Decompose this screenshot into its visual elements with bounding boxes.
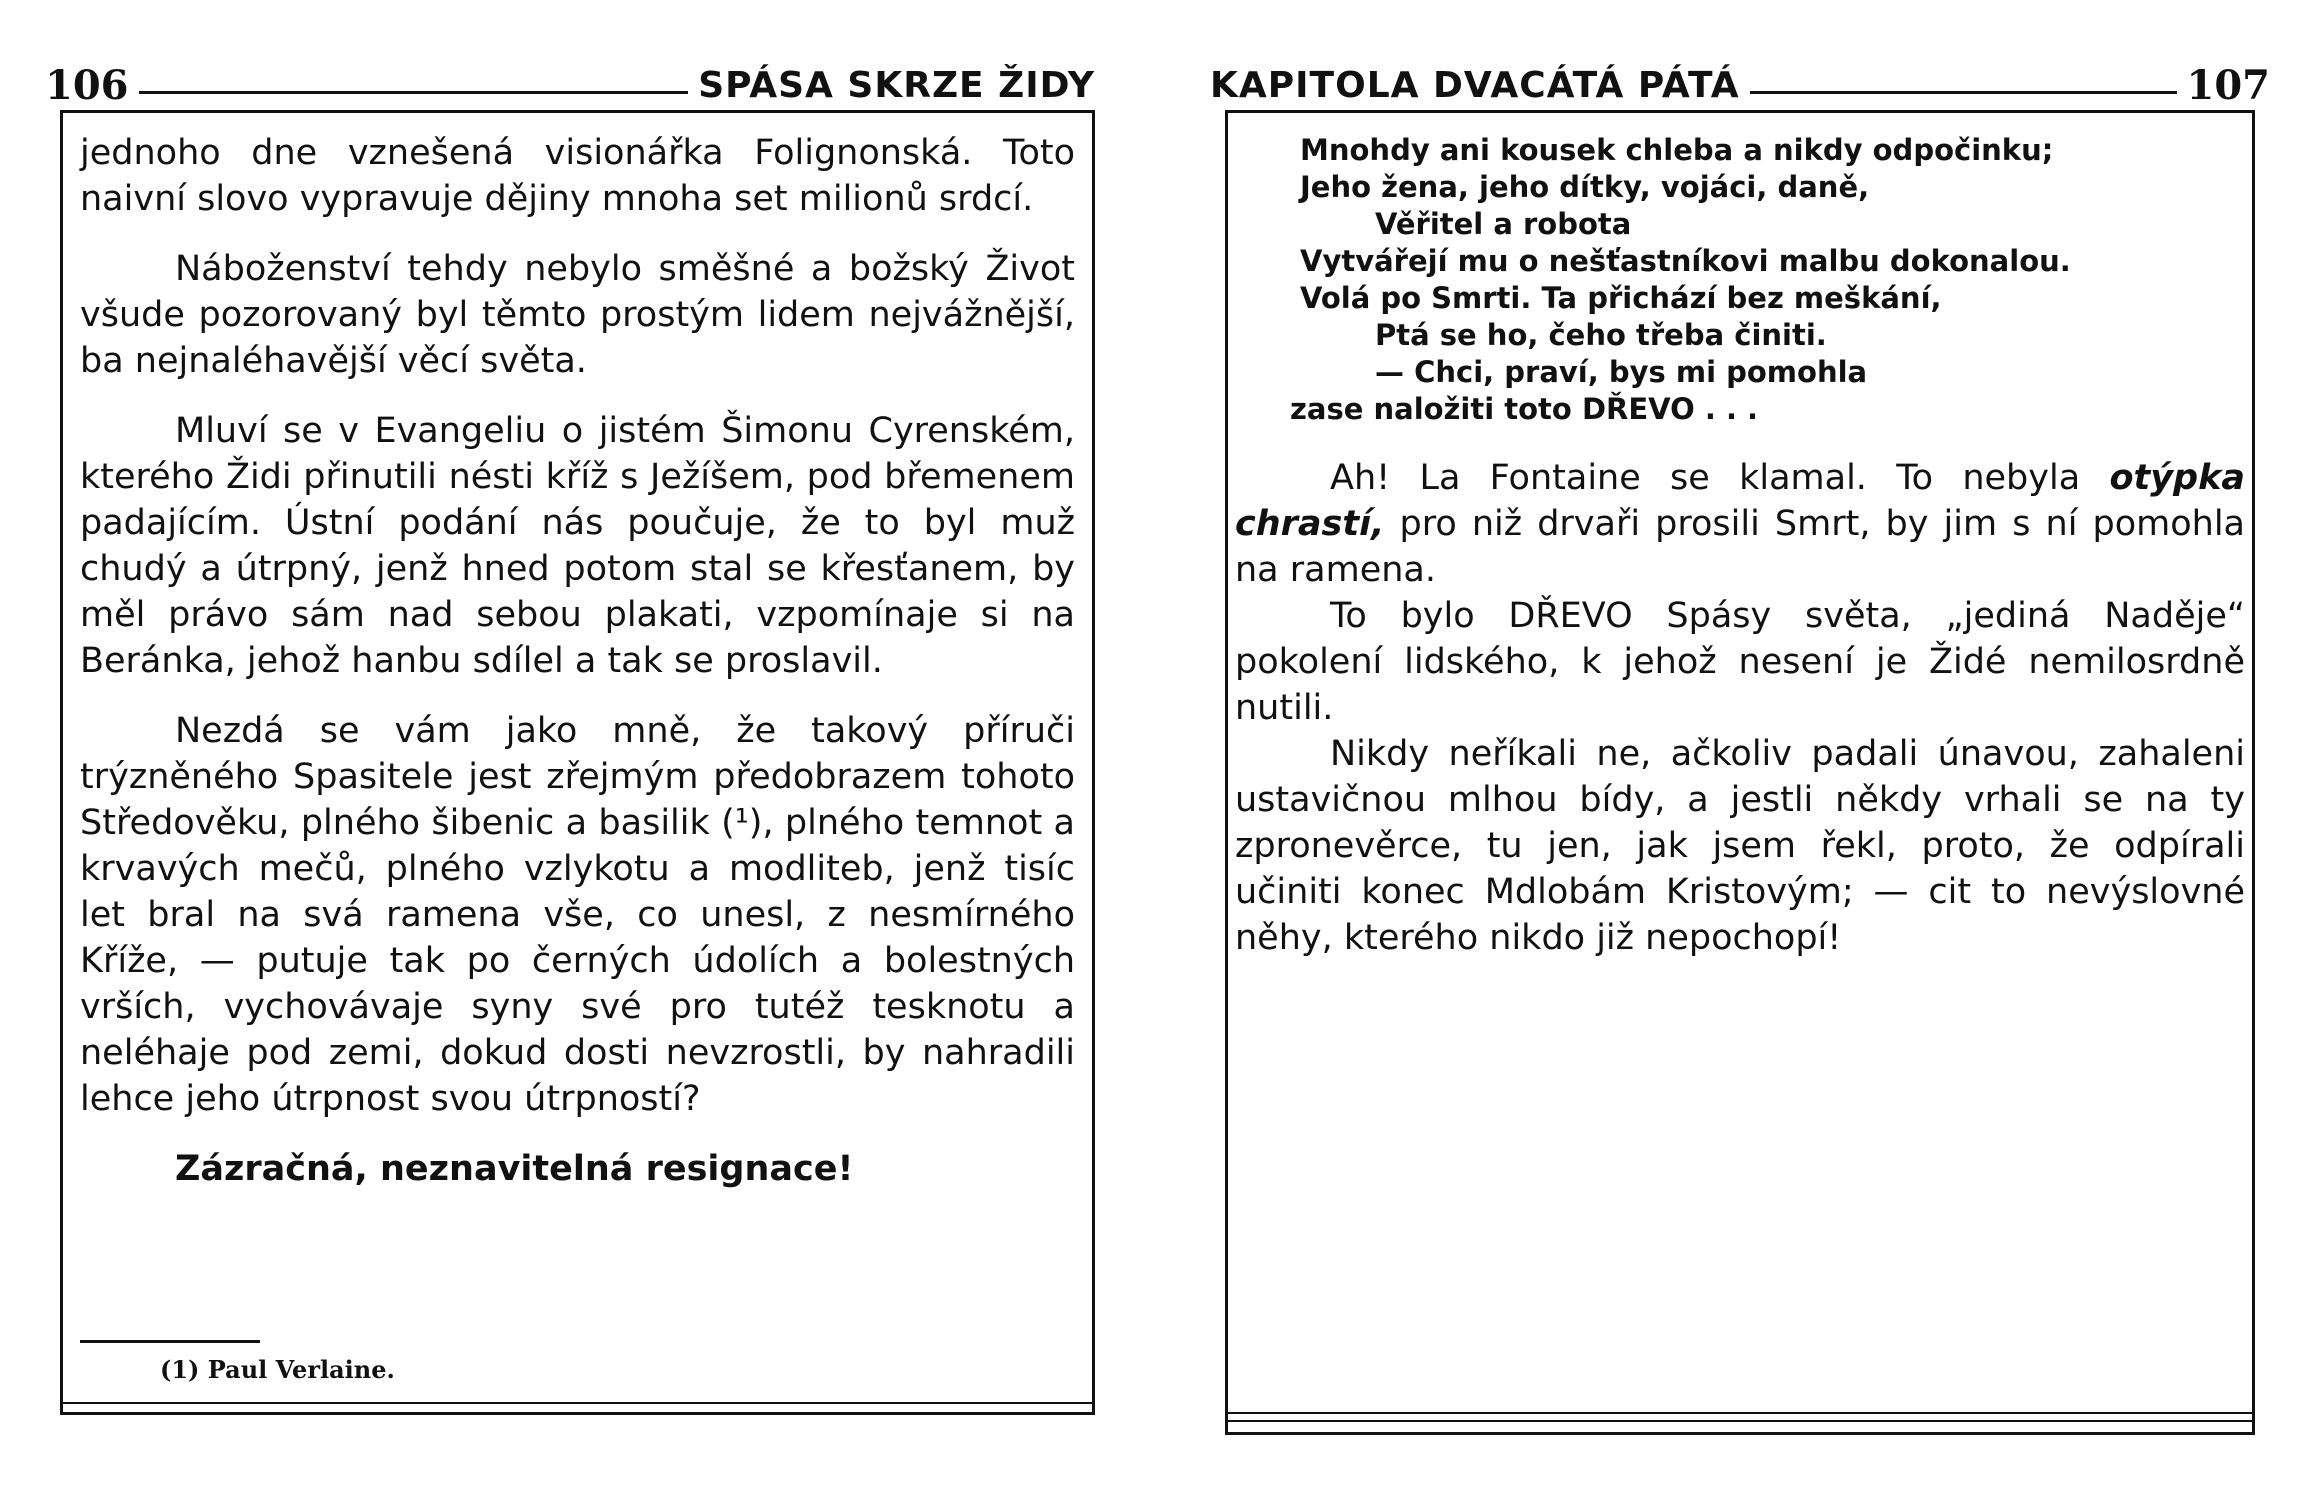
- paragraph: [1235, 455, 2245, 593]
- right-running-head: KAPITOLA DVACÁTÁ PÁTÁ: [1210, 65, 1740, 106]
- paragraph: Nikdy neříkali ne, ačkoliv padali únavou, zahaleni ustavičnou mlhou bídy, a jestli někdy vrhali se na ty zpronevěrce, tu jen, jak jsem řekl, proto, že odpírali učiniti konec Mdlobám Kristovým; — cit to nevýslovné něhy, kterého nikdo již nepochopí!: [1235, 734, 2245, 958]
- left-page-number: 106: [45, 62, 129, 109]
- poem-line: Vytvářejí mu o nešťastníkovi malbu dokonalou.: [1300, 244, 2071, 278]
- footnote-rule: [80, 1340, 260, 1343]
- right-page-number: 107: [2186, 62, 2270, 109]
- poem-line: Jeho žena, jeho dítky, vojáci, daně,: [1300, 170, 1870, 204]
- left-body-text: [80, 130, 1075, 1216]
- poem-line: zase naložiti toto DŘEVO . . .: [1290, 392, 1759, 426]
- poem-line: Mnohdy ani kousek chleba a nikdy odpočinku;: [1300, 133, 2054, 167]
- poem-line: Volá po Smrti. Ta přichází bez meškání,: [1300, 281, 1942, 315]
- italic-phrase: otýpka chrastí,: [1235, 458, 2245, 544]
- paragraph: Nezdá se vám jako mně, že takový příruči trýzněného Spasitele jest zřejmým předobrazem tohoto Středověku, plného šibenic a basilik (¹), plného temnot a krvavých mečů, plného vzlykotu a modliteb, jenž tisíc let bral na svá ramena vše, co unesl, z nesmírného Kříže, — putuje tak po černých údolích a bolestných vrších, vychovávaje syny své pro tutéž tesknotu a neléhaje pod zemi, dokud dosti nevzrostli, by nahradili lehce jeho útrpnost svou útrpností?: [80, 711, 1075, 1119]
- paragraph: Náboženství tehdy nebylo směšné a božský Život všude pozorovaný byl těmto prostým lidem nejvážnější, ba nejnaléhavější věcí světa.: [80, 249, 1075, 381]
- poem-line: Věřitel a robota: [1375, 207, 1632, 241]
- poem: [1290, 132, 2220, 428]
- frame-bottom-rule: [63, 1402, 1092, 1404]
- frame-bottom-rule: [1228, 1420, 2252, 1422]
- left-running-head: SPÁSA SKRZE ŽIDY: [698, 65, 1095, 106]
- footnote: (1) Paul Verlaine.: [160, 1355, 395, 1384]
- paragraph: Zázračná, neznavitelná resignace!: [175, 1149, 854, 1189]
- poem-line: — Chci, praví, bys mi pomohla: [1375, 355, 1868, 389]
- paragraph: jednoho dne vznešená visionářka Folignonská. Toto naivní slovo vypravuje dějiny mnoha set milionů srdcí.: [80, 133, 1075, 219]
- paragraph-text: pro niž drvaři prosili Smrt, by jim s ní pomohla na ramena.: [1235, 504, 2245, 590]
- paragraph: To bylo DŘEVO Spásy světa, „jediná Naděje“ pokolení lidského, k jehož nesení je Židé nemilosrdně nutili.: [1235, 596, 2245, 728]
- header-rule: [1750, 91, 2177, 94]
- paragraph-text: Ah! La Fontaine se klamal. To nebyla: [1330, 458, 2110, 498]
- header-rule: [139, 91, 689, 94]
- right-body-text: [1235, 455, 2245, 961]
- poem-line: Ptá se ho, čeho třeba činiti.: [1375, 318, 1827, 352]
- right-page-header: [1210, 56, 2270, 109]
- paragraph: Mluví se v Evangeliu o jistém Šimonu Cyrenském, kterého Židi přinutili nésti kříž s Ježíšem, pod břemenem padajícím. Ústní podání nás poučuje, že to byl muž chudý a útrpný, jenž hned potom stal se křesťanem, by měl právo sám nad sebou plakati, vzpomínaje si na Beránka, jehož hanbu sdílel a tak se proslavil.: [80, 411, 1075, 681]
- left-page-header: [45, 56, 1095, 109]
- frame-bottom-rule: [1228, 1412, 2252, 1414]
